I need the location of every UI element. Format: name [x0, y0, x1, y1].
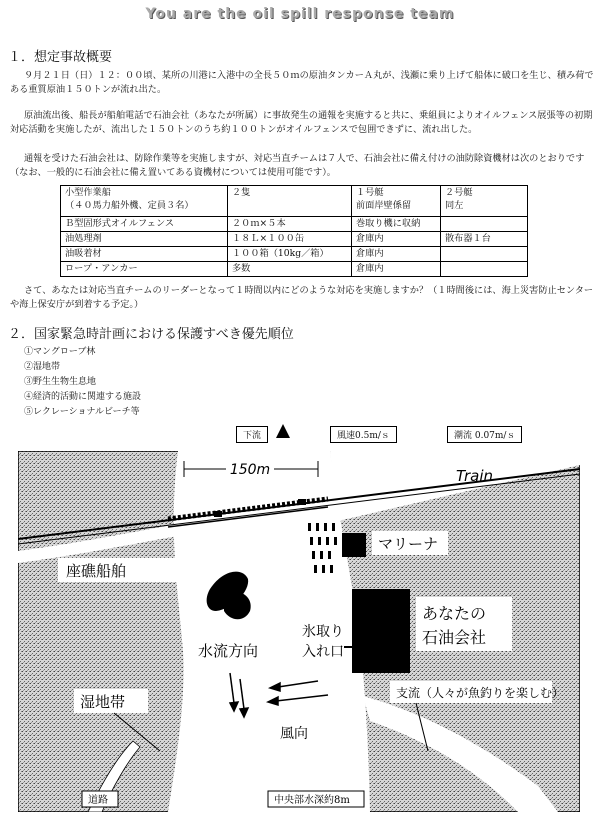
table-cell: 倉庫内 — [352, 232, 441, 247]
accident-paragraph-1: ９月２１日（日）１２：００頃、某所の川港に入港中の全長５０ｍの原油タンカーＡ丸が、浅瀬に乗り上げて船体に破口を生じ、積み荷である重質原油１５０トンが流れ出た。 — [10, 70, 594, 96]
water-flow-label: 水流方向 — [198, 642, 259, 660]
wetland-label: 湿地帯 — [80, 693, 126, 711]
north-arrow-icon — [276, 424, 290, 438]
table-cell: 油吸着材 — [61, 247, 228, 262]
table-cell — [441, 217, 528, 232]
table-cell: ロープ・アンカー — [61, 262, 228, 277]
table-cell: ２隻 — [228, 186, 352, 217]
table-cell — [441, 247, 528, 262]
table-cell: １００箱（10kg／箱） — [228, 247, 352, 262]
table-cell: １８Ｌ×１００缶 — [228, 232, 352, 247]
site-map — [18, 451, 580, 812]
intake-label-line2: 入れ口 — [302, 644, 344, 660]
table-row — [61, 247, 528, 262]
section2-heading: ２．国家緊急時計画における保護すべき優先順位 — [8, 327, 294, 342]
distance-label: 150m — [229, 462, 271, 478]
marina-building — [342, 533, 366, 557]
table-cell: ２号艇 同左 — [441, 186, 528, 217]
tide-speed-label: 潮流 0.07m/ｓ — [447, 426, 522, 443]
list-item: ②湿地帯 — [24, 362, 61, 372]
table-row — [61, 262, 528, 277]
table-row — [61, 217, 528, 232]
section1-heading: １．想定事故概要 — [8, 50, 113, 65]
table-cell: 倉庫内 — [352, 247, 441, 262]
marina-label: マリーナ — [378, 535, 439, 553]
table-cell: 散布器１台 — [441, 232, 528, 247]
accident-paragraph-2: 原油流出後、船長が船舶電話で石油会社（あなたが所属）に事故発生の通報を実施すると共に、乗組員によりオイルフェンス展張等の初期対応活動を実施したが、流出した１５０トンのうち約１００トンがオイルフェンスで包囲できずに、流れ出した。 — [10, 110, 593, 136]
grounded-ship-label: 座礁船舶 — [66, 562, 127, 580]
table-cell: 小型作業船 （４０馬力船外機、定員３名） — [61, 186, 228, 217]
priority-list — [24, 345, 141, 420]
company-label-line1: あなたの — [422, 604, 487, 623]
wind-direction-label: 風向 — [280, 726, 308, 742]
wind-speed-label: 風速0.5m/ｓ — [330, 426, 397, 443]
list-item: ③野生生物生息地 — [24, 377, 97, 387]
equipment-table — [60, 185, 528, 277]
table-cell: ２０ｍ×５本 — [228, 217, 352, 232]
page-title: You are the oil spill response team — [145, 6, 455, 22]
table-cell: 倉庫内 — [352, 262, 441, 277]
table-row — [61, 186, 528, 217]
depth-label: 中央部水深約8m — [274, 795, 350, 806]
table-cell: １号艇 前面岸壁係留 — [352, 186, 441, 217]
list-item: ④経済的活動に関連する施設 — [24, 392, 142, 402]
table-cell — [441, 262, 528, 277]
company-label-line2: 石油会社 — [422, 628, 487, 647]
table-row — [61, 232, 528, 247]
list-item: ⑤レクレーショナルビーチ等 — [24, 407, 140, 417]
downstream-label: 下流 — [236, 426, 268, 443]
table-cell: 油処理剤 — [61, 232, 228, 247]
question-paragraph: さて、あなたは対応当直チームのリーダーとなって１時間以内にどのような対応を実施しますか？（１時間後には、海上災害防止センターや海上保安庁が到着する予定。） — [10, 285, 594, 311]
road-label: 道路 — [88, 795, 108, 806]
list-item: ①マングローブ林 — [24, 347, 96, 357]
table-cell: 多数 — [228, 262, 352, 277]
table-cell: 巻取り機に収納 — [352, 217, 441, 232]
tributary-label: 支流（人々が魚釣りを楽しむ） — [396, 686, 565, 700]
oil-company-building — [352, 589, 410, 673]
accident-paragraph-3: 通報を受けた石油会社は、防除作業等を実施しますが、対応当直チームは７人で、石油会社に備え付けの油防除資機材は次のとおりです（なお、一般的に石油会社に備え置いてある資機材については使用可能です）。 — [10, 153, 585, 179]
table-cell: Ｂ型固形式オイルフェンス — [61, 217, 228, 232]
train-label: Train — [456, 467, 494, 485]
intake-label-line1: 氷取り — [302, 624, 344, 640]
